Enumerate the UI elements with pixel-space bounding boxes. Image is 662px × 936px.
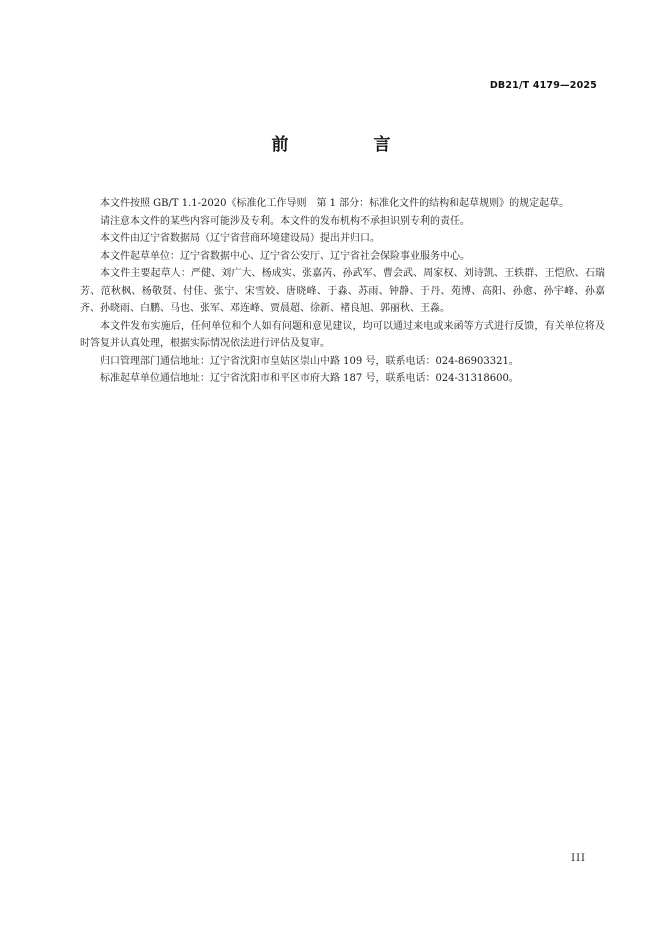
page-title: 前 言 [271, 135, 425, 155]
paragraph-drafters: 本文件主要起草人：严健、刘广大、杨成实、张嘉芮、孙武军、曹会武、周家权、刘诗凯、王轶群、王恺欣、石瑞芳、范秋枫、杨敬贤、付佳、张宁、宋雪姣、唐晓峰、于淼、苏雨、钟静、于丹、苑博、高阳、孙愈、孙宇峰、孙嘉齐、孙晓雨、白鹏、马也、张军、邓连峰、贾晨超、徐新、褚良旭、郭丽秋、王淼。 [80, 268, 605, 314]
page-number: III [571, 853, 586, 864]
paragraph-admin-address: 归口管理部门通信地址：辽宁省沈阳市皇姑区崇山中路 109 号，联系电话：024-86903321。 [100, 355, 519, 367]
paragraph-proposer: 本文件由辽宁省数据局（辽宁省营商环境建设局）提出并归口。 [100, 233, 380, 244]
paragraph-drafter-address: 标准起草单位通信地址：辽宁省沈阳市和平区市府大路 187 号，联系电话：024-31318600。 [100, 373, 519, 384]
paragraph-patent-notice: 请注意本文件的某些内容可能涉及专利。本文件的发布机构不承担识别专利的责任。 [100, 215, 470, 227]
document-code: DB21/T 4179—2025 [489, 80, 597, 91]
paragraph-feedback: 本文件发布实施后，任何单位和个人如有问题和意见建议，均可以通过来电或来函等方式进行反馈，有关单位将及时答复并认真处理，根据实际情况依法进行评估及复审。 [80, 320, 605, 349]
paragraph-drafting-rules: 本文件按照 GB/T 1.1-2020《标准化工作导则 第 1 部分：标准化文件的结构和起草规则》的规定起草。 [100, 198, 570, 209]
paragraph-drafting-units: 本文件起草单位：辽宁省数据中心、辽宁省公安厅、辽宁省社会保险事业服务中心。 [100, 250, 470, 262]
foreword-body [80, 195, 605, 388]
